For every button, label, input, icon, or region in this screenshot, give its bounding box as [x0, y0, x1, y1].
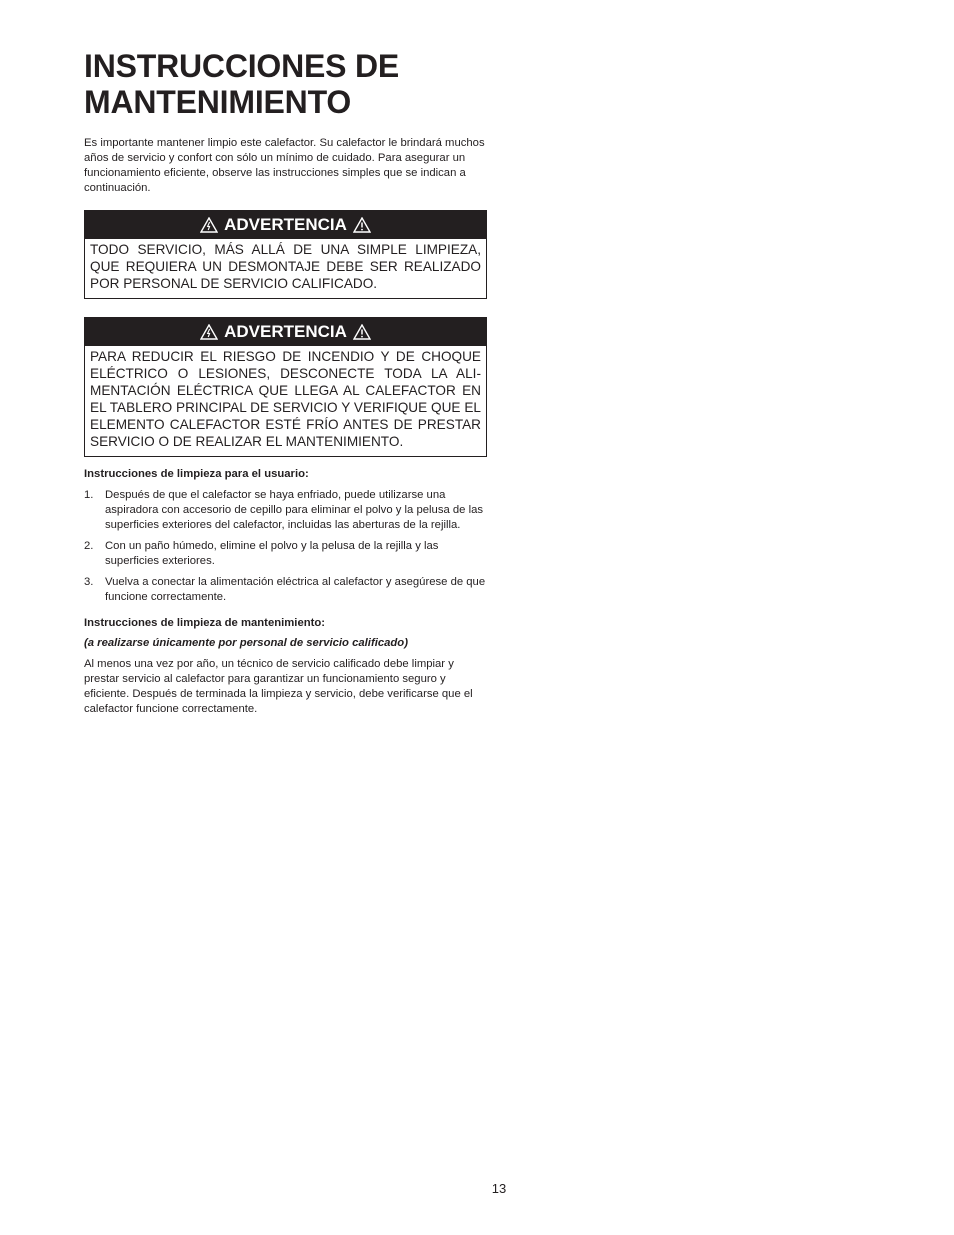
warning-label: ADVERTENCIA: [224, 215, 347, 234]
step-number: 3.: [84, 576, 94, 588]
maintenance-cleaning-note: (a realizarse únicamente por personal de servicio calificado): [84, 637, 408, 649]
step-number: 2.: [84, 540, 94, 552]
maintenance-cleaning-heading: Instrucciones de limpieza de mantenimiento:: [84, 617, 326, 629]
caution-warning-icon: [353, 217, 371, 233]
electric-shock-warning-icon: [200, 324, 218, 340]
list-item: [84, 575, 487, 605]
warning-header: [85, 211, 486, 239]
list-item: [84, 539, 487, 569]
step-text: Vuelva a conectar la alimentación eléctrica al calefactor y asegúrese de que funcione correctamente.: [105, 576, 486, 603]
list-item: [84, 488, 487, 533]
page-title-line-2: MANTENIMIENTO: [84, 84, 352, 120]
page-number: 13: [491, 1181, 507, 1196]
page-title: [84, 48, 487, 120]
warning-label: ADVERTENCIA: [224, 322, 347, 341]
page-title-line-1: INSTRUCCIONES DE: [84, 48, 400, 84]
step-text: Después de que el calefactor se haya enfriado, puede utilizarse una aspiradora con accesorio de cepillo para eliminar el polvo y la pelusa de las superficies exteriores del calefactor, incluidas las aberturas de la rejilla.: [105, 489, 484, 531]
user-cleaning-steps: [84, 488, 487, 605]
warning-text: PARA REDUCIR EL RIESGO DE INCENDIO Y DE CHOQUE ELÉCTRICO O LESIONES, DESCONECTE TODA LA ALIMENTACIÓN ELÉCTRICA QUE LLEGA AL CALEFACTOR EN EL TABLERO PRINCIPAL DE SERVICIO Y VERIFIQUE QUE EL ELEMENTO CALEFACTOR ESTÉ FRÍO ANTES DE PRESTAR SERVICIO O DE REALIZAR EL MANTENIMIENTO.: [90, 349, 481, 449]
warning-box-1: [84, 210, 487, 299]
warning-text: TODO SERVICIO, MÁS ALLÁ DE UNA SIMPLE LIMPIEZA, QUE REQUIERA UN DESMONTAJE DEBE SER REALIZADO POR PERSONAL DE SERVICIO CALIFICADO.: [90, 242, 481, 291]
warning-box-2: [84, 317, 487, 457]
maintenance-cleaning-text: Al menos una vez por año, un técnico de servicio calificado debe limpiar y prestar servicio al calefactor para garantizar un funcionamiento seguro y eficiente. Después de terminada la limpieza y servicio, debe verificarse que el calefactor funcione correctamente.: [84, 658, 473, 715]
step-number: 1.: [84, 489, 94, 501]
manual-page: [84, 48, 487, 717]
intro-paragraph: Es importante mantener limpio este calefactor. Su calefactor le brindará muchos años de servicio y confort con sólo un mínimo de cuidado. Para asegurar un funcionamiento eficiente, observe las instrucciones simples que se indican a continuación.: [84, 137, 485, 194]
caution-warning-icon: [353, 324, 371, 340]
electric-shock-warning-icon: [200, 217, 218, 233]
user-cleaning-heading: Instrucciones de limpieza para el usuario:: [84, 468, 309, 480]
warning-header: [85, 318, 486, 346]
step-text: Con un paño húmedo, elimine el polvo y la pelusa de la rejilla y las superficies exteriores.: [105, 540, 439, 567]
